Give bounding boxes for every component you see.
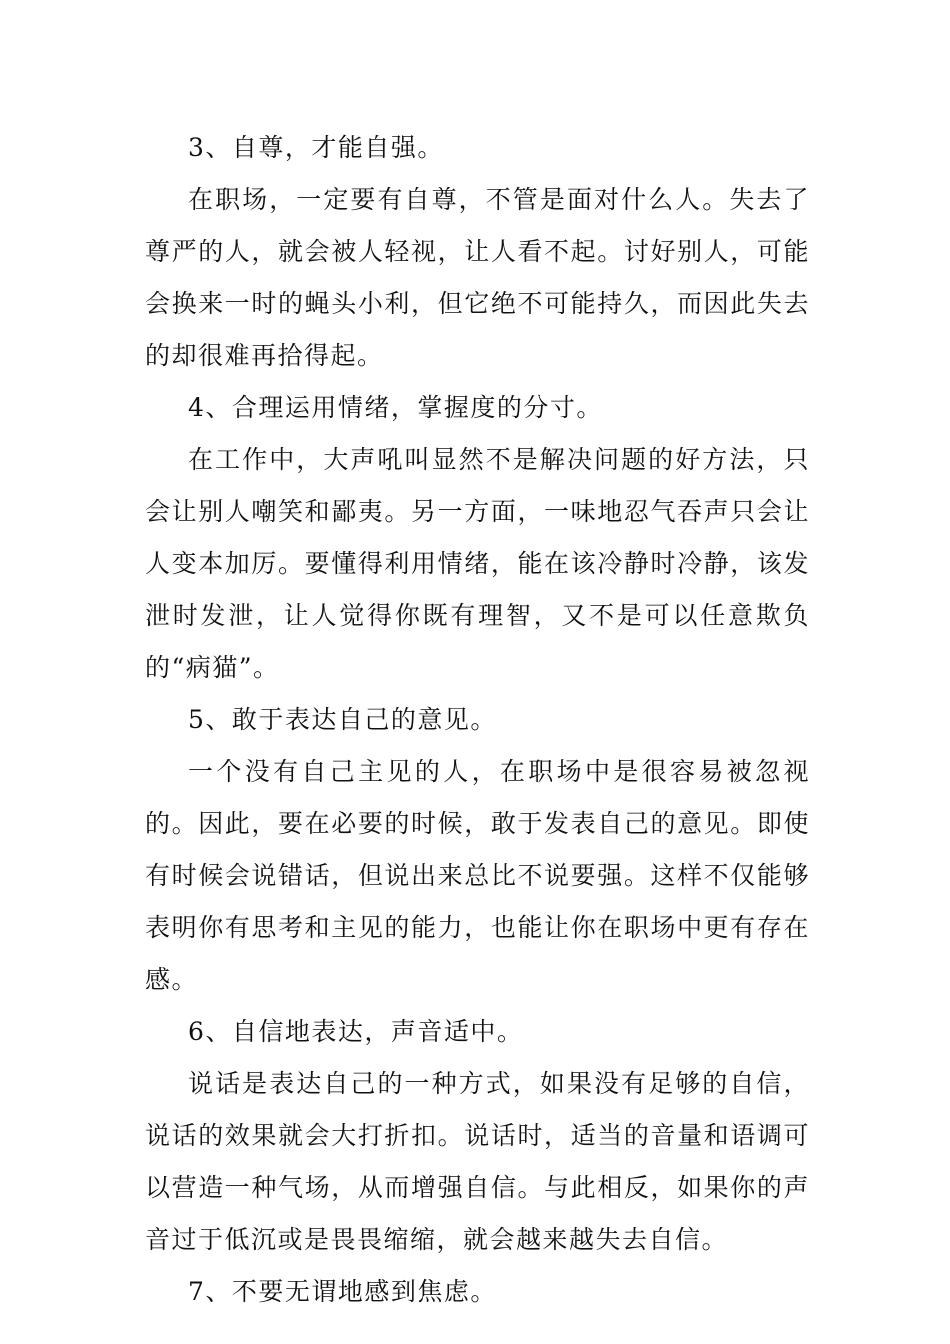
section-paragraph-4: 在工作中，大声吼叫显然不是解决问题的好方法，只会让别人嘲笑和鄙夷。另一方面，一味地忍气吞声只会让人变本加厉。要懂得利用情绪，能在该冷静时冷静，该发泄时发泄，让人觉得你既有理智，又不是可以任意欺负的“病猫”。 [145,445,810,682]
section-heading-6: 6、自信地表达，声音适中。 [188,1017,524,1046]
document-body [145,122,810,1318]
section-paragraph-6: 说话是表达自己的一种方式，如果没有足够的自信，说话的效果就会大打折扣。说话时，适当的音量和语调可以营造一种气场，从而增强自信。与此相反，如果你的声音过于低沉或是畏畏缩缩，就会越来越失去自信。 [145,1069,810,1254]
section-heading-4: 4、合理运用情绪，掌握度的分寸。 [188,393,603,422]
section-paragraph-5: 一个没有自己主见的人，在职场中是很容易被忽视的。因此，要在必要的时候，敢于发表自己的意见。即使有时候会说错话，但说出来总比不说要强。这样不仅能够表明你有思考和主见的能力，也能让你在职场中更有存在感。 [145,757,810,994]
section-heading-3: 3、自尊，才能自强。 [188,133,444,162]
section-paragraph-3: 在职场，一定要有自尊，不管是面对什么人。失去了尊严的人，就会被人轻视，让人看不起。讨好别人，可能会换来一时的蝇头小利，但它绝不可能持久，而因此失去的却很难再拾得起。 [145,185,810,370]
section-heading-5: 5、敢于表达自己的意见。 [188,705,497,734]
section-heading-7: 7、不要无谓地感到焦虑。 [188,1277,497,1306]
